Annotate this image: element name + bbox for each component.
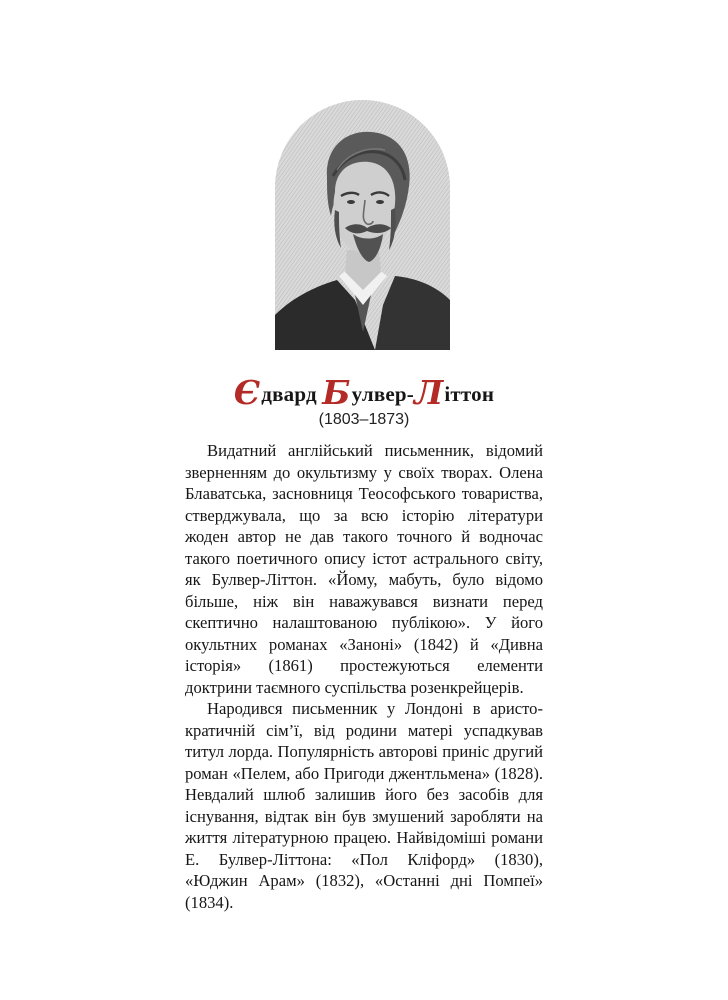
author-lifespan: (1803–1873) <box>318 411 410 428</box>
author-last-rest: улвер- <box>351 382 414 406</box>
author-last-initial: Б <box>322 373 351 412</box>
biography-paragraph: Народився письменник у Лондоні в аристократичній сім’ї, від родини матері успадкував титул лорда. Популярність авторові приніс другий роман «Пелем, або Пригоди джентльмена» (1828). Невдалий шлюб залишив його без засобів для існування, відтак він був змушений заробляти на життя літературною працею. Найвідоміші романи Е. Булвер-Літтона: «Пол Кліфорд» (1830), «Юджин Арам» (1832), «Останні дні Помпеї» (1834). <box>185 699 543 912</box>
author-name-heading <box>0 373 728 412</box>
biography-paragraph: Видатний англійський письменник, відомий зверненням до окультизму у своїх творах. Олена Блаватська, засновниця Теософського товариства, стверджувала, що за всю історію літератури жоден автор не дав такого точного й водночас такого поетичного опису істот астрального світу, як Булвер-Літтон. «Йому, мабуть, було відомо більше, ніж він наважувався визнати перед скептично налаштованою публікою». У його окультних романах «Заноні» (1842) й «Дивна історія» (1861) простежуються елементи доктрини таємного суспільства розенкрейцерів. <box>185 441 543 697</box>
author-portrait <box>275 100 450 350</box>
author-hyphen-initial: Л <box>413 373 444 412</box>
biography-text <box>185 440 543 913</box>
author-hyphen-rest: іттон <box>444 382 495 406</box>
author-first-rest: двард <box>261 382 317 406</box>
portrait-engraving-icon <box>275 100 450 350</box>
author-first-initial: Є <box>233 373 261 412</box>
